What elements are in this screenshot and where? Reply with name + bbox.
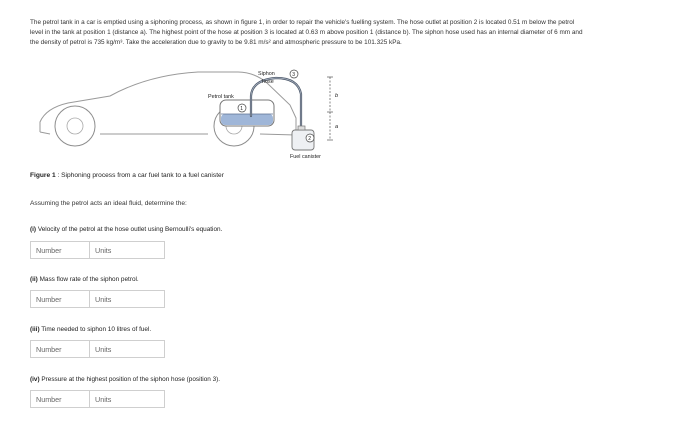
units-input-ii[interactable] <box>89 290 165 308</box>
position-2-label: 2 <box>308 136 312 142</box>
question-i-text: Velocity of the petrol at the hose outlet using Bernoulli's equation. <box>36 226 223 233</box>
distance-a-label: a <box>335 124 339 130</box>
figure-caption <box>30 172 224 179</box>
units-input-iv[interactable] <box>89 390 165 408</box>
question-iv-number: (iv) <box>30 376 40 383</box>
figure-caption-text: : Siphoning process from a car fuel tank to a fuel canister <box>55 172 224 179</box>
tank-label: Petrol tank <box>208 94 234 100</box>
number-input-i[interactable] <box>30 241 90 259</box>
problem-statement <box>30 18 700 48</box>
question-i <box>30 226 222 233</box>
figure-caption-label: Figure 1 <box>30 172 56 179</box>
answer-row-ii <box>30 290 165 308</box>
front-wheel <box>55 106 95 146</box>
number-input-iv[interactable] <box>30 390 90 408</box>
answer-row-iii <box>30 340 165 358</box>
siphon-label-line-2: hose <box>262 79 274 85</box>
question-i-number: (i) <box>30 226 37 233</box>
question-iv-text: Pressure at the highest position of the siphon hose (position 3). <box>39 376 221 383</box>
number-input-iii[interactable] <box>30 340 90 358</box>
question-ii <box>30 276 139 283</box>
units-input-iii[interactable] <box>89 340 165 358</box>
assumption-text: Assuming the petrol acts an ideal fluid, determine the: <box>30 200 187 207</box>
distance-b-label: b <box>335 93 339 99</box>
canister-label: Fuel canister <box>290 154 321 160</box>
question-iii-number: (iii) <box>30 326 40 333</box>
question-iii <box>30 326 151 333</box>
number-input-ii[interactable] <box>30 290 90 308</box>
problem-line-1: The petrol tank in a car is emptied using a siphoning process, as shown in figure 1, in order to repair the vehicle's fuelling system. The hose outlet at position 2 is located 0.51 m below the petrol <box>30 19 575 26</box>
problem-line-2: level in the tank at position 1 (distance a). The highest point of the hose at position 3 is located at 0.63 m above position 1 (distance b). The siphon hose used has an internal diameter of 6 mm and <box>30 29 583 36</box>
units-input-i[interactable] <box>89 241 165 259</box>
position-3-label: 3 <box>292 72 296 78</box>
question-iii-text: Time needed to siphon 10 litres of fuel. <box>39 326 152 333</box>
question-iv <box>30 376 220 383</box>
canister-cap <box>298 126 305 130</box>
question-ii-number: (ii) <box>30 276 38 283</box>
siphon-figure <box>28 60 358 168</box>
answer-row-i <box>30 241 165 259</box>
question-ii-text: Mass flow rate of the siphon petrol. <box>37 276 139 283</box>
petrol-level <box>221 114 273 125</box>
answer-row-iv <box>30 390 165 408</box>
problem-line-3: the density of petrol is 735 kg/m³. Take the acceleration due to gravity to be 9.81 m/s² and atmospheric pressure to be 101.325 kPa. <box>30 39 402 46</box>
siphon-label-line-1: Siphon <box>258 71 275 77</box>
position-1-label: 1 <box>240 106 244 112</box>
